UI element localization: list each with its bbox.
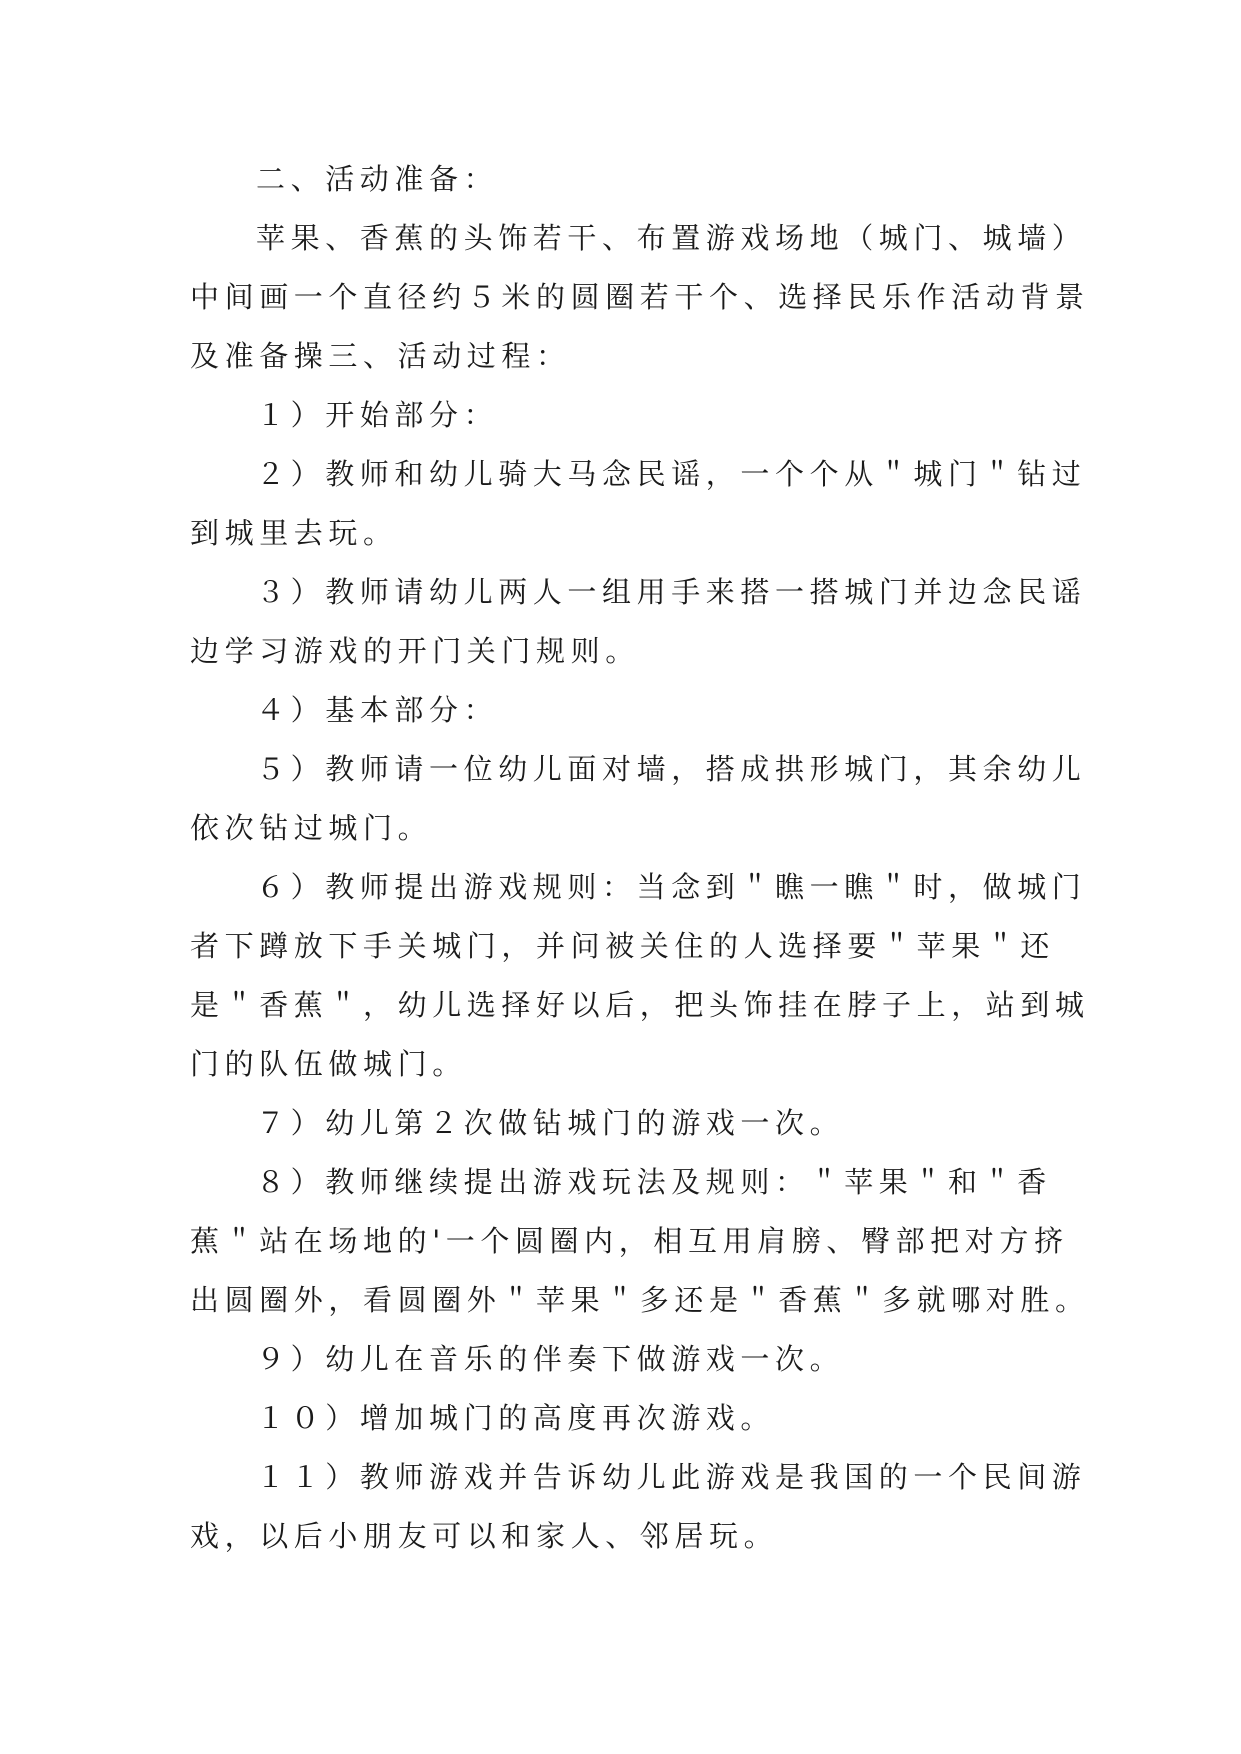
document-line: 及准备操三、活动过程： — [190, 339, 571, 373]
document-line: 门的队伍做城门。 — [190, 1047, 467, 1081]
document-line: ８）教师继续提出游戏玩法及规则：＂苹果＂和＂香 — [256, 1165, 1052, 1199]
document-line: １）开始部分： — [256, 398, 499, 432]
document-line: 中间画一个直径约５米的圆圈若干个、选择民乐作活动背景 — [190, 280, 1090, 314]
document-line: 是＂香蕉＂，幼儿选择好以后，把头饰挂在脖子上，站到城 — [190, 988, 1090, 1022]
document-line: ９）幼儿在音乐的伴奏下做游戏一次。 — [256, 1342, 845, 1376]
document-line: ５）教师请一位幼儿面对墙，搭成拱形城门，其余幼儿 — [256, 752, 1087, 786]
document-line: 到城里去玩。 — [190, 516, 398, 550]
document-line: 戏，以后小朋友可以和家人、邻居玩。 — [190, 1519, 779, 1553]
document-body — [190, 150, 1090, 1566]
document-line: １１）教师游戏并告诉幼儿此游戏是我国的一个民间游 — [256, 1460, 1087, 1494]
document-line: ４）基本部分： — [256, 693, 499, 727]
document-line: 出圆圈外，看圆圈外＂苹果＂多还是＂香蕉＂多就哪对胜。 — [190, 1283, 1090, 1317]
document-line: 依次钻过城门。 — [190, 811, 433, 845]
document-line: 二、活动准备： — [256, 162, 499, 196]
document-line: ２）教师和幼儿骑大马念民谣，一个个从＂城门＂钻过 — [256, 457, 1087, 491]
document-line: 边学习游戏的开门关门规则。 — [190, 634, 640, 668]
document-line: １０）增加城门的高度再次游戏。 — [256, 1401, 776, 1435]
document-line: 者下蹲放下手关城门，并问被关住的人选择要＂苹果＂还 — [190, 929, 1056, 963]
document-line: ７）幼儿第２次做钻城门的游戏一次。 — [256, 1106, 845, 1140]
document-line: 蕉＂站在场地的'一个圆圈内，相互用肩膀、臀部把对方挤 — [190, 1224, 1069, 1258]
document-line: ３）教师请幼儿两人一组用手来搭一搭城门并边念民谣 — [256, 575, 1087, 609]
document-line: 苹果、香蕉的头饰若干、布置游戏场地（城门、城墙） — [256, 221, 1087, 255]
document-line: ６）教师提出游戏规则：当念到＂瞧一瞧＂时，做城门 — [256, 870, 1087, 904]
